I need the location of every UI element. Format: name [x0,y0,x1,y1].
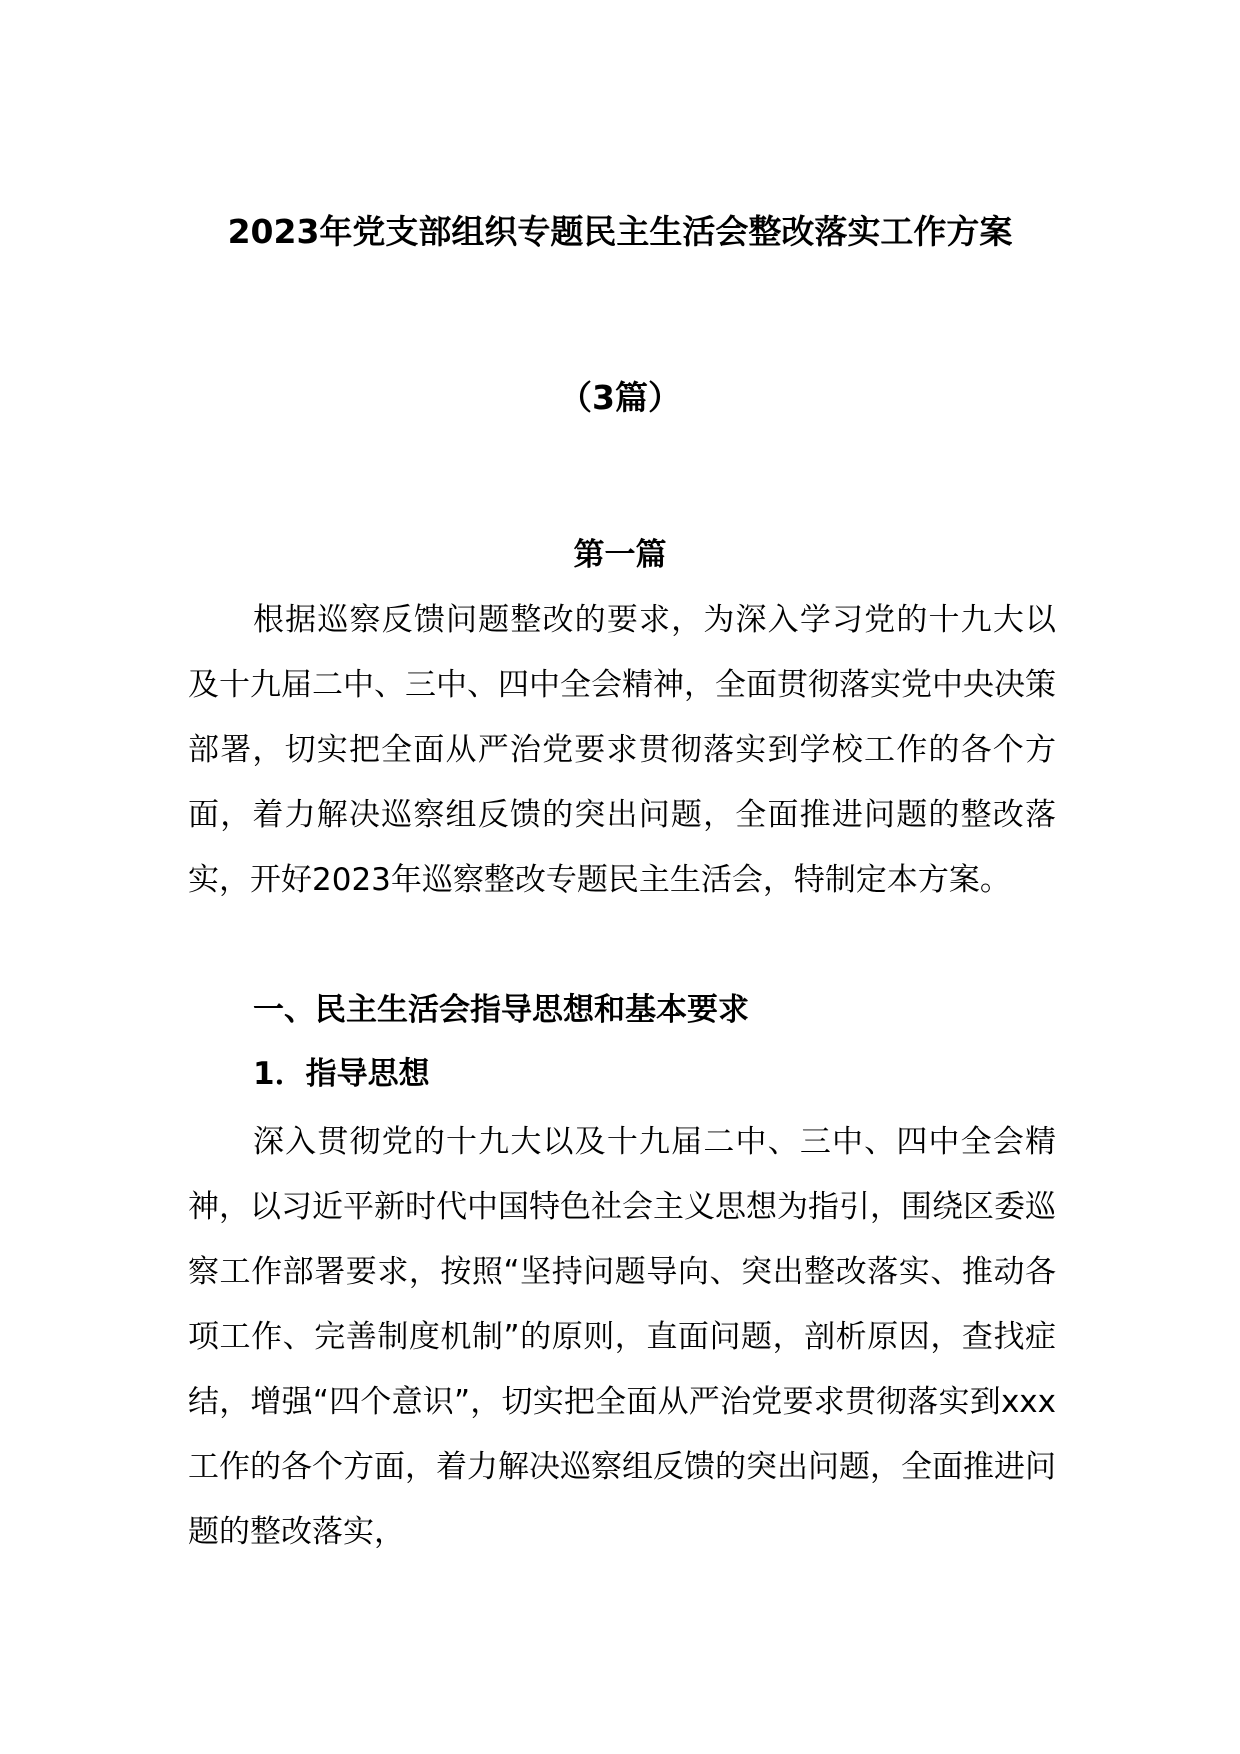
document-subtitle: （3篇） [559,378,681,417]
intro-paragraph: 根据巡察反馈问题整改的要求，为深入学习党的十九大以及十九届二中、三中、四中全会精神，全面贯彻落实党中央决策部署，切实把全面从严治党要求贯彻落实到学校工作的各个方面，着力解决巡察组反馈的突出问题，全面推进问题的整改落实，开好2023年巡察整改专题民主生活会，特制定本方案。 [188,602,1056,898]
heading-guiding-thought-and-requirements: 一、民主生活会指导思想和基本要求 [253,992,749,1028]
document-title: 2023年党支部组织专题民主生活会整改落实工作方案 [227,212,1013,251]
heading-guiding-thought: 1．指导思想 [253,1056,430,1092]
section-title: 第一篇 [573,537,667,573]
guiding-thought-paragraph: 深入贯彻党的十九大以及十九届二中、三中、四中全会精神，以习近平新时代中国特色社会主义思想为指引，围绕区委巡察工作部署要求，按照“坚持问题导向、突出整改落实、推动各项工作、完善制度机制”的原则，直面问题，剖析原因，查找症结，增强“四个意识”，切实把全面从严治党要求贯彻落实到xxx工作的各个方面，着力解决巡察组反馈的突出问题，全面推进问题的整改落实， [188,1124,1056,1550]
